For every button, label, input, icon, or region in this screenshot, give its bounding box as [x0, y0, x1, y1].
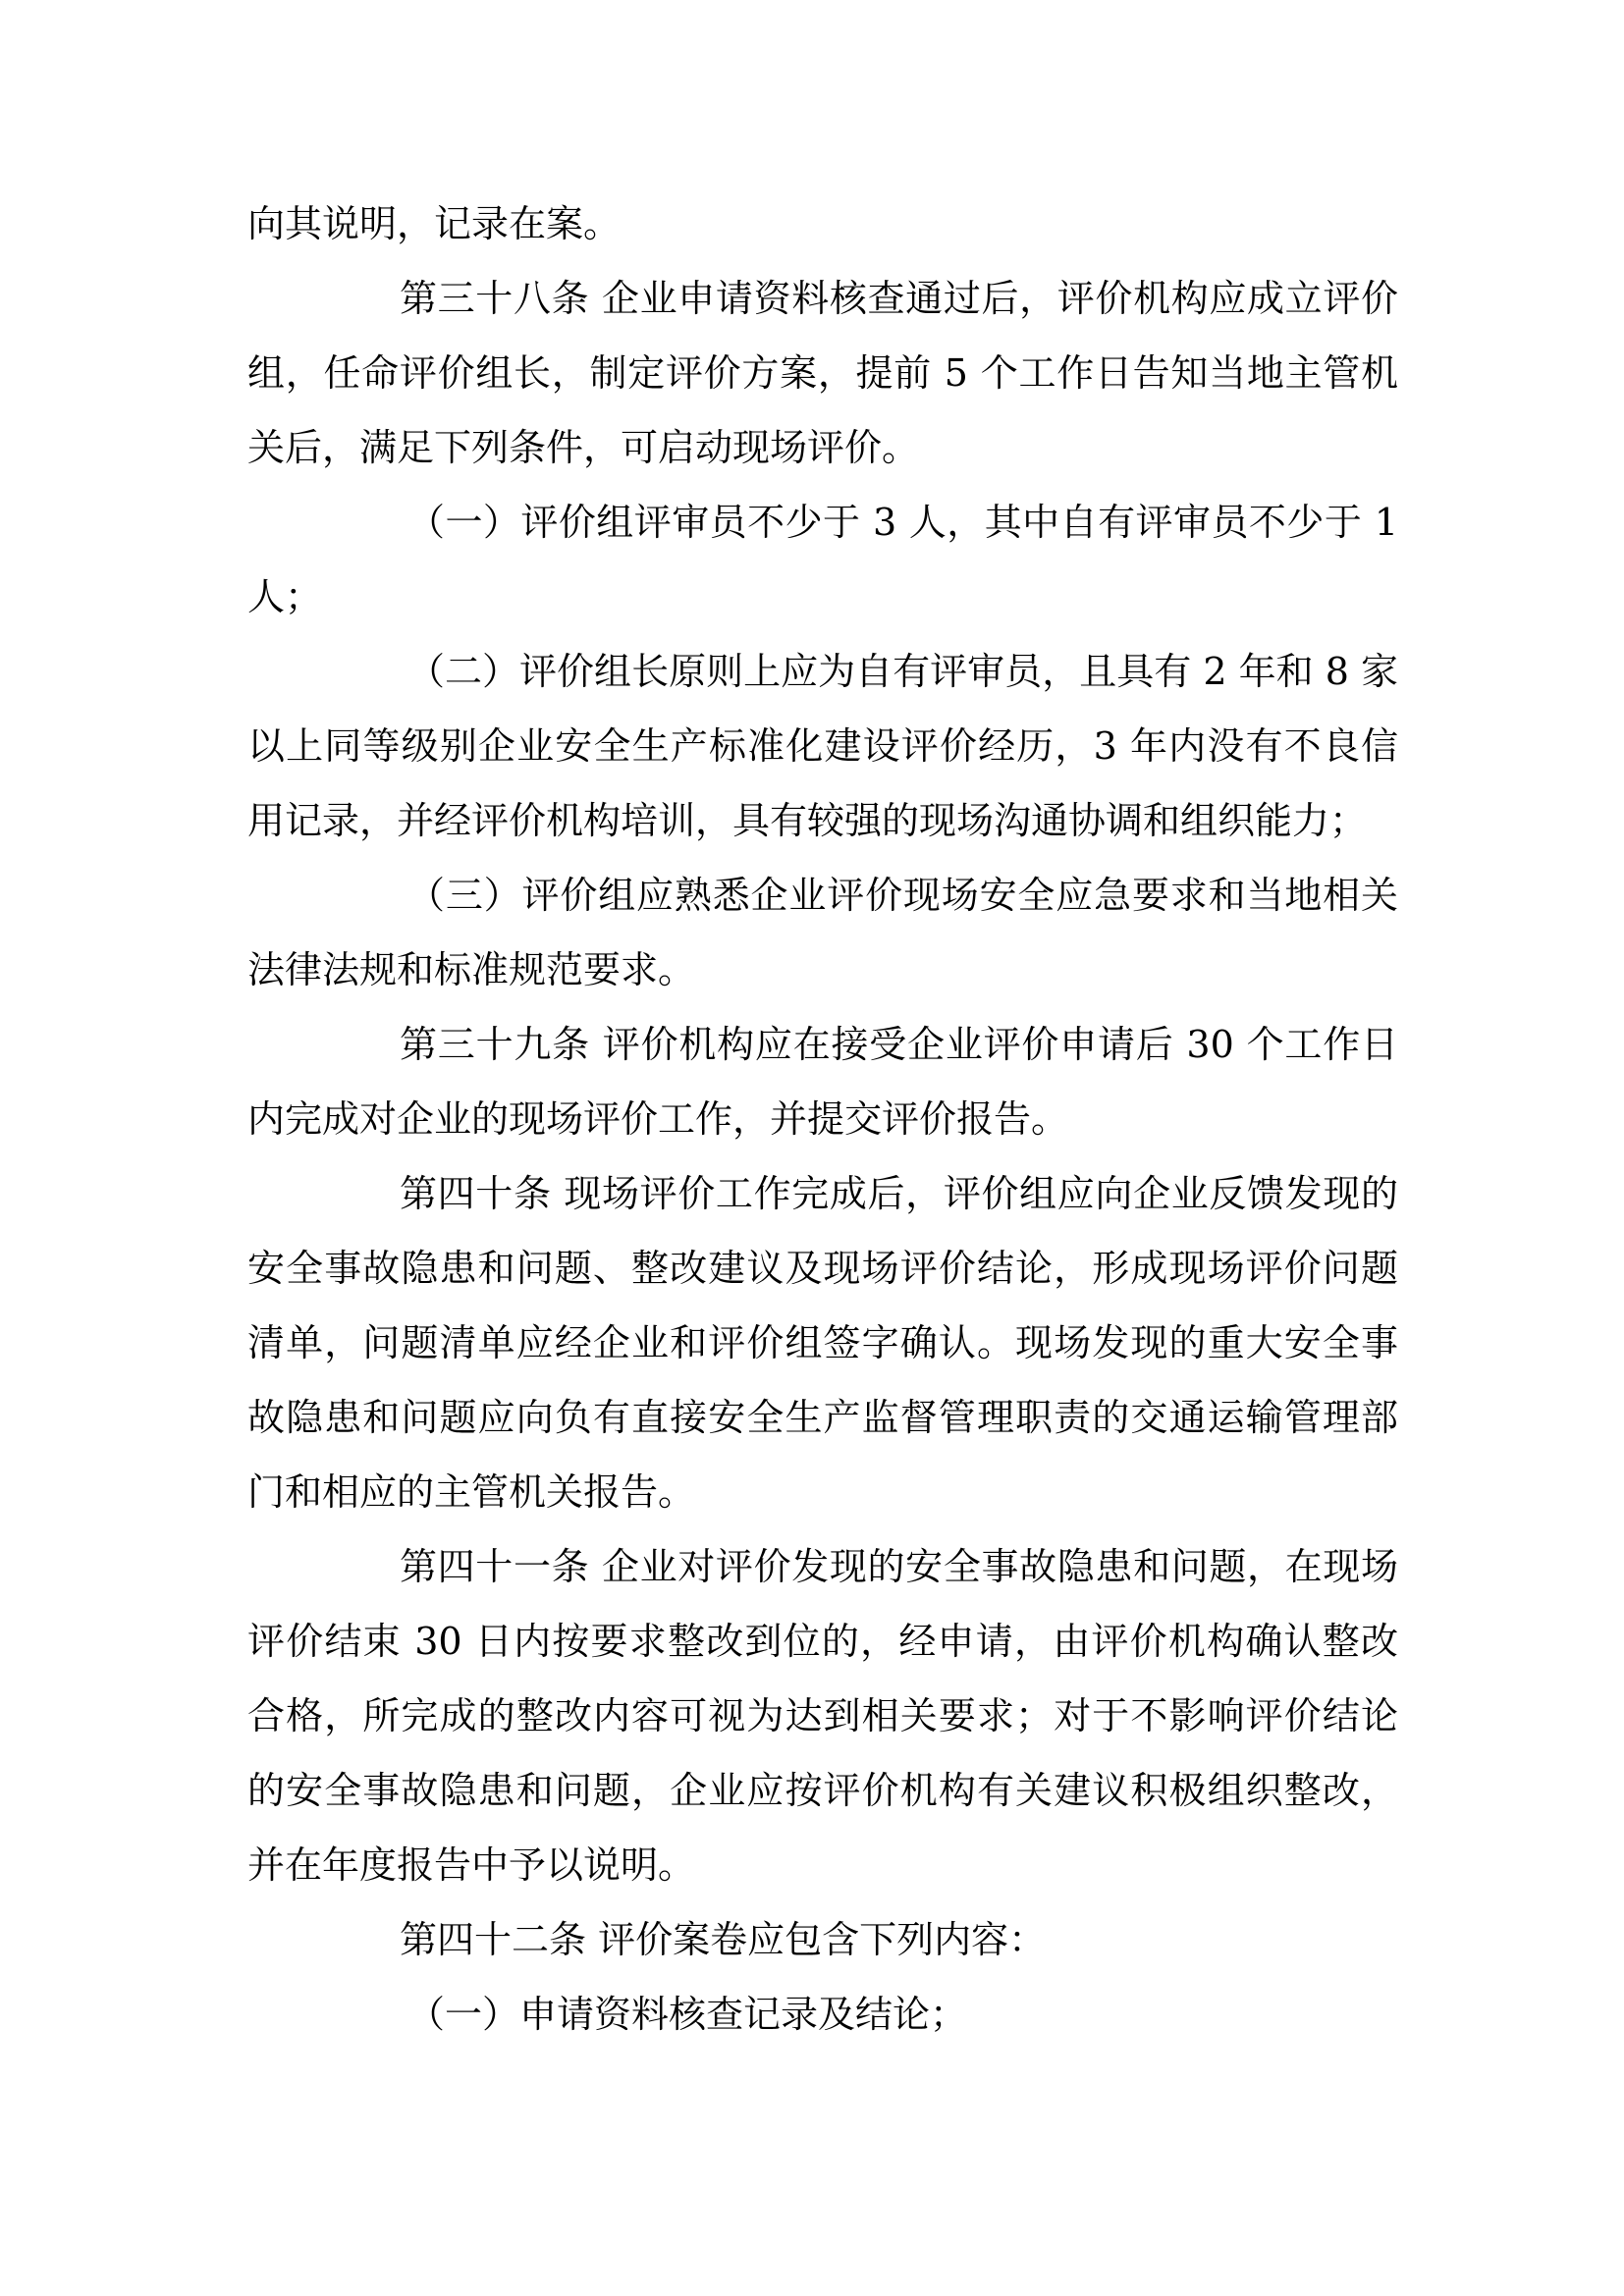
article-38-item-1: （一）评价组评审员不少于 3 人，其中自有评审员不少于 1 人； [247, 501, 1398, 618]
paragraph-continuation: 向其说明，记录在案。 [247, 202, 622, 245]
article-42: 第四十二条 评价案卷应包含下列内容： [400, 1918, 1047, 1961]
document-body [247, 187, 1398, 2052]
article-40: 第四十条 现场评价工作完成后，评价组应向企业反馈发现的安全事故隐患和问题、整改建议及现场评价结论，形成现场评价问题清单，问题清单应经企业和评价组签字确认。现场发现的重大安全事故隐患和问题应向负有直接安全生产监督管理职责的交通运输管理部门和相应的主管机关报告。 [247, 1172, 1398, 1514]
article-42-item-1: （一）申请资料核查记录及结论； [407, 1993, 968, 2036]
article-39: 第三十九条 评价机构应在接受企业评价申请后 30 个工作日内完成对企业的现场评价工作，并提交评价报告。 [247, 1023, 1398, 1141]
article-38: 第三十八条 企业申请资料核查通过后，评价机构应成立评价组，任命评价组长，制定评价方案，提前 5 个工作日告知当地主管机关后，满足下列条件，可启动现场评价。 [247, 277, 1398, 469]
article-38-item-3: （三）评价组应熟悉企业评价现场安全应急要求和当地相关法律法规和标准规范要求。 [247, 874, 1398, 991]
article-41: 第四十一条 企业对评价发现的安全事故隐患和问题，在现场评价结束 30 日内按要求整改到位的，经申请，由评价机构确认整改合格，所完成的整改内容可视为达到相关要求；对于不影响评价结论的安全事故隐患和问题，企业应按评价机构有关建议积极组织整改，并在年度报告中予以说明。 [247, 1545, 1398, 1887]
article-38-item-2: （二）评价组长原则上应为自有评审员，且具有 2 年和 8 家以上同等级别企业安全生产标准化建设评价经历，3 年内没有不良信用记录，并经评价机构培训，具有较强的现场沟通协调和组织能力； [247, 650, 1398, 842]
